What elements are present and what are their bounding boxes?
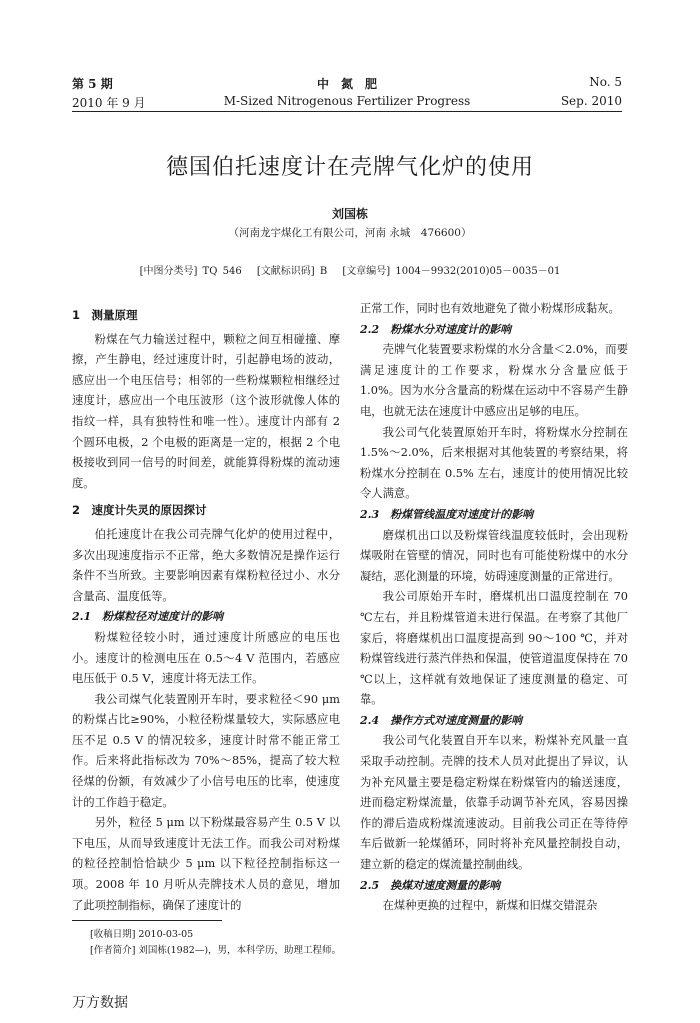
section-heading: 2 速度计失灵的原因探讨 xyxy=(72,503,207,518)
paragraph: 壳牌气化装置要求粉煤的水分含量＜2.0%，而要满足速度计的工作要求，粉煤水分含量应低于 1.0%。因为水分含量高的粉煤在运动中不容易产生静电，也就无法在速度计中感应出足够的电压。 xyxy=(360,343,628,418)
header-divider xyxy=(72,111,622,112)
footnote-received-date: [收稿日期] 2010-03-05 xyxy=(90,929,194,940)
right-column xyxy=(360,299,628,917)
subsection-heading: 2.5 换煤对速度测量的影响 xyxy=(360,878,501,892)
paragraph: 我公司气化装置原始开车时，将粉煤水分控制在 1.5%～2.0%，后来根据对其他装置的考察结果，将粉煤水分控制在 0.5% 左右，速度计的使用情况比较令人满意。 xyxy=(360,425,628,501)
paragraph: 粉煤粒径较小时，通过速度计所感应的电压也小。速度计的检测电压在 0.5～4 V 范围内，若感应电压低于 0.5 V，速度计将无法工作。 xyxy=(72,630,340,686)
subsection-heading: 2.1 粉煤粒径对速度计的影响 xyxy=(72,610,224,624)
publish-date-cn: 2010 年 9 月 xyxy=(72,96,146,110)
subsection-heading: 2.3 粉煤管线温度对速度计的影响 xyxy=(360,507,534,521)
paragraph: 伯托速度计在我公司壳牌气化炉的使用过程中，多次出现速度指示不正常，绝大多数情况是操作运行条件不当所致。主要影响因素有煤粉粒径过小、水分含量高、温度低等。 xyxy=(72,527,340,603)
paragraph: 在煤种更换的过程中，新煤和旧煤交错混杂 xyxy=(382,899,598,913)
footnote-divider xyxy=(72,920,222,921)
paragraph: 粉煤在气力输送过程中，颗粒之间互相碰撞、摩擦，产生静电，经过速度计时，引起静电场的波动，感应出一个电压信号；相邻的一些粉煤颗粒相继经过速度计，感应出一个电压波形（这个波形就像人体的指纹一样，具有独特性和唯一性）。速度计内部有 2 个圆环电极，2 个电极的距离是一定的，根据 2 个电极接收到同一信号的时间差，就能算得粉煤的流动速度。 xyxy=(72,332,340,490)
footnote-author-bio: [作者简介] 刘国栋(1982—)，男，本科学历，助理工程师。 xyxy=(90,945,342,956)
article-title: 德国伯托速度计在壳牌气化炉的使用 xyxy=(165,155,534,180)
paragraph: 另外，粒径 5 μm 以下粉煤最容易产生 0.5 V 以下电压，从而导致速度计无法工作。而我公司对粉煤的粒径控制恰恰缺少 5 μm 以下粒径控制指标这一项。2008 年 10 月听从壳牌技术人员的意见，增加了此项控制指标，确保了速度计的 xyxy=(72,816,340,912)
classification-line: [中图分类号] TQ 546 [文献标识码] B [文章编号] 1004－9932(2010)05－0035－01 xyxy=(139,266,561,277)
paragraph: 磨煤机出口以及粉煤管线温度较低时，会出现粉煤吸附在管壁的情况，同时也有可能使粉煤中的水分凝结，恶化测量的环境，妨碍速度测量的正常进行。 xyxy=(360,528,628,583)
issue-number-cn: 第 5 期 xyxy=(72,77,113,91)
author-affiliation: （河南龙宇煤化工有限公司，河南 永城 476600） xyxy=(228,227,472,239)
subsection-heading: 2.4 操作方式对速度测量的影响 xyxy=(360,713,523,727)
paragraph: 我公司原始开车时，磨煤机出口温度控制在 70 ℃左右，并且粉煤管道未进行保温。在考察了其他厂家后，将磨煤机出口温度提高到 90～100 ℃，并对粉煤管线进行蒸汽伴热和保温，使管道温度保持在 70 ℃以上，这样就有效地保证了速度测量的稳定、可靠。 xyxy=(360,590,628,707)
issue-number-en: No. 5 xyxy=(589,75,622,89)
watermark: 万方数据 xyxy=(72,995,128,1011)
author-name: 刘国栋 xyxy=(331,207,368,221)
paragraph-continued: 正常工作，同时也有效地避免了微小粉煤形成黏灰。 xyxy=(360,302,620,315)
left-column xyxy=(72,299,340,916)
subsection-heading: 2.2 粉煤水分对速度计的影响 xyxy=(360,322,512,336)
publish-date-en: Sep. 2010 xyxy=(560,94,622,108)
journal-name-cn: 中 氮 肥 xyxy=(316,77,377,91)
paragraph: 我公司煤气化装置刚开车时，要求粒径＜90 μm 的粉煤占比≥90%，小粒径粉煤量较大，实际感应电压不足 0.5 V 的情况较多，速度计时常不能正常工作。后来将此指标改为 70%～85%，提高了较大粒径煤的份额，有效减少了小信号电压的比率，使速度计的工作趋于稳定。 xyxy=(72,692,340,809)
section-heading: 1 测量原理 xyxy=(72,308,138,322)
paragraph: 我公司气化装置自开车以来，粉煤补充风量一直采取手动控制。壳牌的技术人员对此提出了异议，认为补充风量主要是稳定粉煤在粉煤管内的输送速度，进而稳定粉煤流量，依靠手动调节补充风，容易因操作的滞后造成粉煤流速波动。目前我公司正在等待停车后做新一轮煤循环，同时将补充风量控制投自动，建立新的稳定的煤流量控制曲线。 xyxy=(360,734,628,872)
journal-name-en: M-Sized Nitrogenous Fertilizer Progress xyxy=(223,94,471,108)
